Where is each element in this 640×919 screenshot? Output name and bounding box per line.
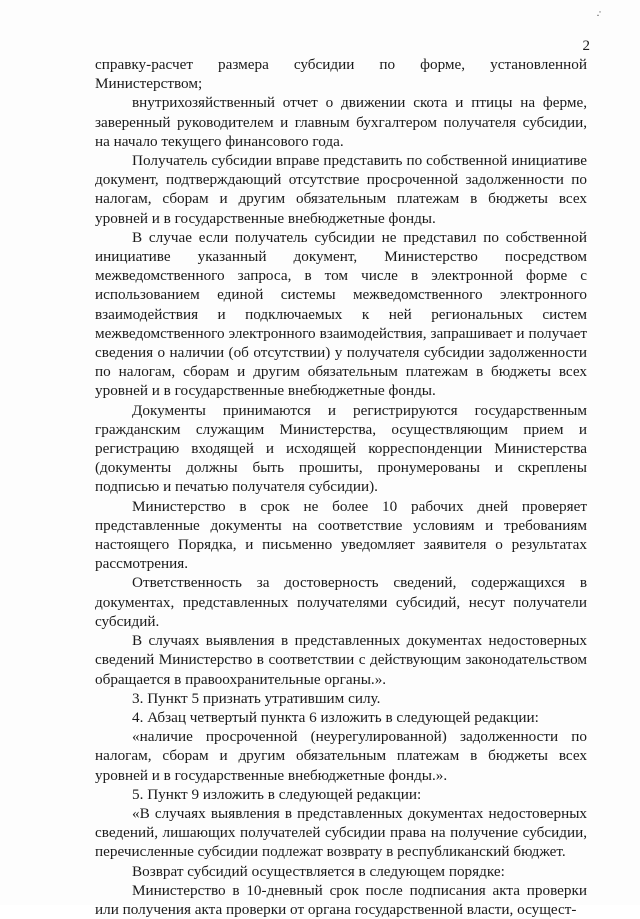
paragraph: В случае если получатель субсидии не представил по собственной инициативе указанный документ, Министерство посредством межведомственного запроса, в том числе в электронной форме с использованием единой системы межведомственного электронного взаимодействия и подключаемых к ней региональных систем межведомственного электронного взаимодействия, запрашивает и получает сведения о наличии (об отсутствии) у получателя субсидии задолженности по налогам, сборам и другим обязательным платежам в бюджеты всех уровней и в государственные внебюджетные фонды. (95, 228, 587, 400)
paragraph: 3. Пункт 5 признать утратившим силу. (132, 689, 381, 707)
document-body (95, 55, 587, 919)
paragraph: внутрихозяйственный отчет о движении скота и птицы на ферме, заверенный руководителем и главным бухгалтером получателя субсидии, на начало текущего финансового года. (95, 94, 587, 150)
paragraph: В случаях выявления в представленных документах недостоверных сведений Министерство в соответствии с действующим законодательством обращается в правоохранительные органы.». (95, 632, 587, 688)
paragraph: Министерство в 10-дневный срок после подписания акта проверки или получения акта проверки от органа государственной власти, осущест- (95, 881, 587, 918)
paragraph: 5. Пункт 9 изложить в следующей редакции: (132, 785, 422, 803)
paragraph: Возврат субсидий осуществляется в следующем порядке: (132, 862, 505, 880)
paragraph: «В случаях выявления в представленных документах недостоверных сведений, лишающих получателей субсидии права на получение субсидии, перечисленные субсидии подлежат возврату в республиканский бюджет. (95, 804, 587, 861)
paragraph: Документы принимаются и регистрируются государственным гражданским служащим Министерства, осуществляющим прием и регистрацию входящей и исходящей корреспонденции Министерства (документы должны быть прошиты, пронумерованы и скреплены подписью и печатью получателя субсидии). (95, 401, 587, 496)
corner-mark: ·̇ (596, 8, 600, 22)
paragraph: справку-расчет размера субсидии по форме, установленной Министерством; (95, 56, 587, 93)
paragraph: Министерство в срок не более 10 рабочих дней проверяет представленные документы на соответствие условиям и требованиям настоящего Порядка, и письменно уведомляет заявителя о результатах рассмотрения. (95, 497, 587, 573)
paragraph: 4. Абзац четвертый пункта 6 изложить в следующей редакции: (132, 708, 539, 726)
paragraph: «наличие просроченной (неурегулированной) задолженности по налогам, сборам и другим обязательным платежам в бюджеты всех уровней и в государственные внебюджетные фонды.». (95, 728, 587, 784)
paragraph: Ответственность за достоверность сведений, содержащихся в документах, представленных получателями субсидий, несут получатели субсидий. (95, 574, 587, 630)
page-number: 2 (582, 38, 590, 54)
paragraph: Получатель субсидии вправе представить по собственной инициативе документ, подтверждающий отсутствие просроченной задолженности по налогам, сборам и другим обязательным платежам в бюджеты всех уровней и в государственные внебюджетные фонды. (95, 152, 587, 227)
